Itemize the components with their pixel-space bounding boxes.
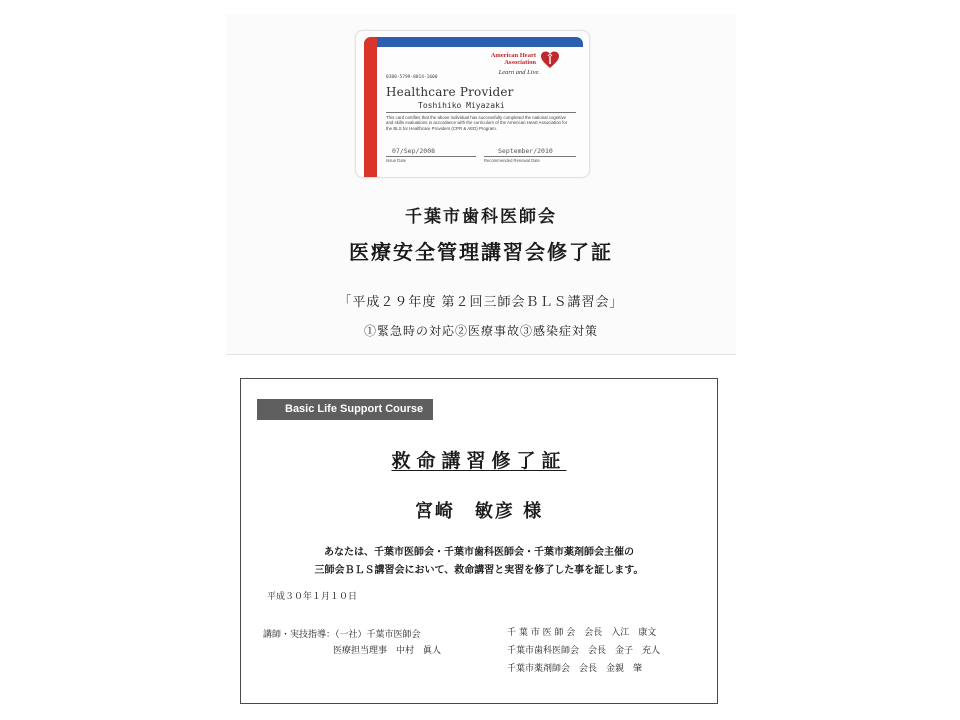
course-topics: ①緊急時の対応②医療事故③感染症対策 [363,324,598,338]
bls-certificate-title-text: 救命講習修了証 [391,450,567,472]
instructor-name: 医療担当理事 中村 眞人 [333,646,442,656]
recipient-name: 宮崎 敏彦 様 [414,501,544,522]
card-number: 0380-5799-8014-1600 [386,75,438,80]
card-title: Healthcare Provider [386,85,514,99]
bls-certificate [240,378,718,704]
issue-date: 07/Sep/2008 [392,147,436,155]
certificate-body-line1: あなたは、千葉市医師会・千葉市歯科医師会・千葉市薬剤師会主催の [324,547,634,558]
aha-name-line2: Association [504,59,536,66]
section-divider [226,354,736,355]
issue-date-line [386,156,476,157]
renewal-date: September/2010 [498,147,553,155]
course-name: 「平成２９年度 第２回三師会ＢＬＳ講習会」 [338,295,624,310]
issue-date-label: Issue Date [386,158,407,163]
renewal-date-line [484,156,576,157]
association-name: 千葉市歯科医師会 [405,207,557,227]
signatory-pharmacy: 千葉市薬剤師会 会長 金親 肇 [507,664,643,674]
aha-tagline: Learn and Live. [498,69,540,76]
bls-course-banner: Basic Life Support Course [257,399,433,420]
signatory-medical: 千 葉 市 医 師 会 会長 入江 康文 [507,628,657,638]
heart-torch-icon [540,50,560,70]
aha-name-line1: American Heart [490,52,536,59]
card-holder-name: Toshihiko Miyazaki [418,101,505,110]
certificate-date: 平成３０年１月１０日 [267,592,358,602]
aha-logo [468,52,558,76]
renewal-date-label: Recommended Renewal Date [484,158,540,163]
card-blue-bar [364,37,583,47]
card-certification-text: This card certifies that the above individual has successfully completed the national cognitive and skills evaluations in accordance with the curriculum of the American Heart Association for the BLS for Healthcare Providers (CPR & AED) Program. [386,115,568,131]
instructor-label: 講師・実技指導：（一社）千葉市医師会 [263,630,421,640]
certificate-body-line2: 三師会ＢＬＳ講習会において、救命講習と実習を修了した事を証します。 [314,565,644,576]
certificate-title: 医療安全管理講習会修了証 [349,240,613,264]
holder-line [386,112,576,113]
card-red-bar [364,37,377,178]
signatory-dental: 千葉市歯科医師会 会長 金子 充人 [507,646,661,656]
bls-certificate-title [241,446,717,473]
